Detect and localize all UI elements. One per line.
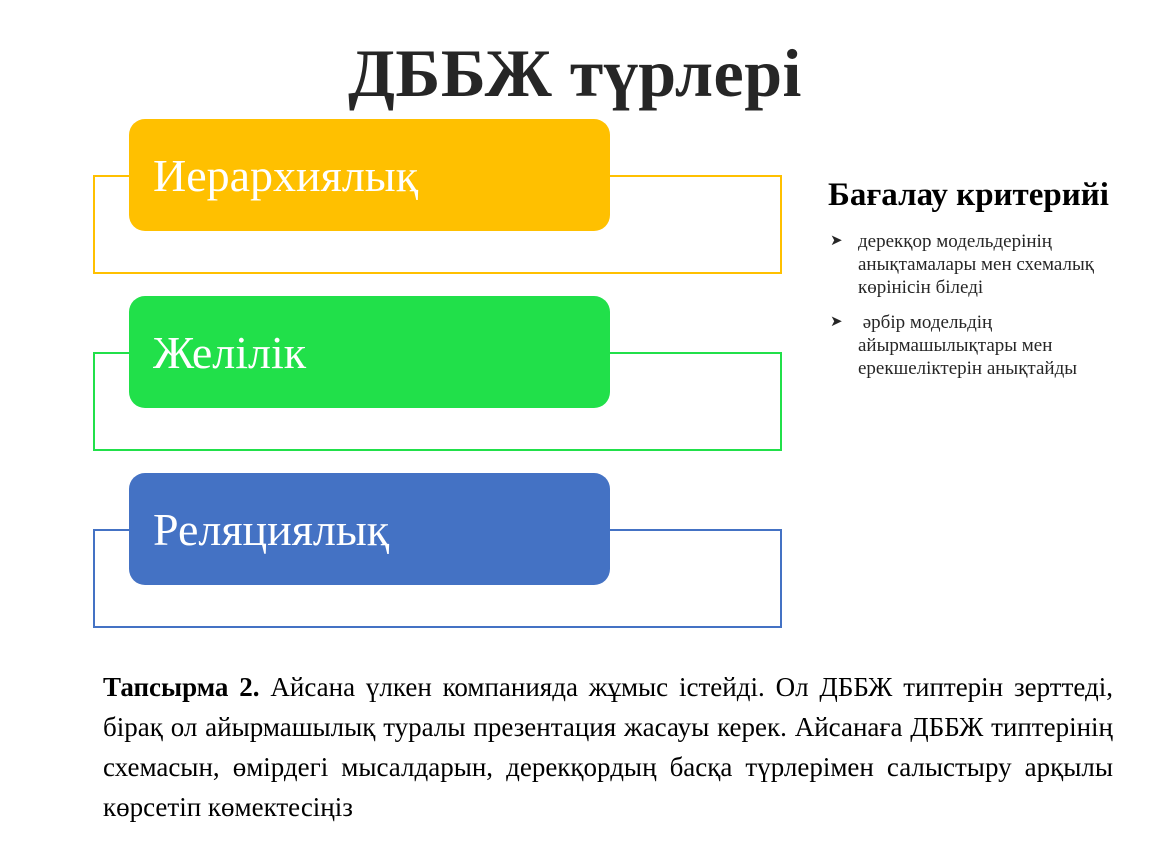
slide-title: ДББЖ түрлері xyxy=(348,35,802,111)
criteria-item xyxy=(828,230,1128,299)
criteria-item xyxy=(828,311,1128,380)
network-type-label: Желілік xyxy=(153,326,307,378)
hierarchical-type-box xyxy=(129,119,610,231)
task-label: Тапсырма 2. xyxy=(103,672,260,702)
relational-type-label: Реляциялық xyxy=(153,503,390,555)
criteria-item-text: дерекқор модельдерінің анықтамалары мен схемалық көрінісін біледі xyxy=(858,231,1094,298)
criteria-title: Бағалау критерийі xyxy=(828,177,1109,213)
task-text: Айсана үлкен компанияда жұмыс істейді. Ол ДББЖ типтерін зерттеді, бірақ ол айырмашылық туралы презентация жасауы керек. Айсанаға ДББЖ типтерінің схемасын, өмірдегі мысалдарын, дерекқордың басқа түрлерімен салыстыру арқылы көрсетіп көмектесіңіз xyxy=(103,672,1114,822)
relational-type-box xyxy=(129,473,610,585)
arrow-bullet-icon: ➤ xyxy=(830,233,843,249)
criteria-panel xyxy=(828,172,1128,392)
task-paragraph xyxy=(103,667,1113,827)
network-type-box xyxy=(129,296,610,408)
arrow-bullet-icon: ➤ xyxy=(830,314,843,330)
criteria-item-text: әрбір модельдің айырмашылықтары мен ерекшеліктерін анықтайды xyxy=(858,312,1078,379)
hierarchical-type-label: Иерархиялық xyxy=(153,149,419,201)
